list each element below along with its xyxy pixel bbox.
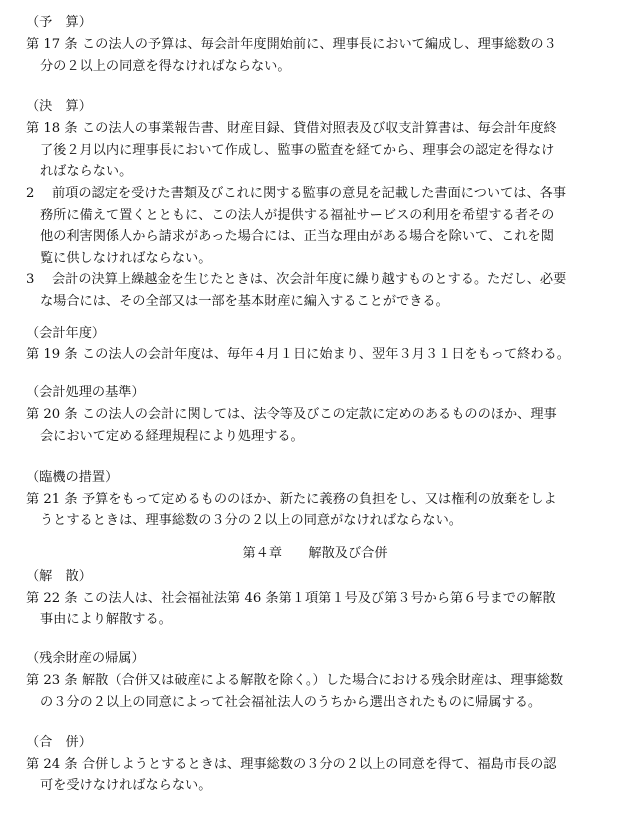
- section-heading: （解 散）: [26, 569, 92, 584]
- article-continuation: の３分の２以上の同意によって社会福祉法人のうちから選出されたものに帰属する。: [40, 695, 542, 710]
- article-number: 第 23 条: [26, 673, 78, 688]
- section-heading: （予 算）: [26, 15, 92, 30]
- article-continuation: 分の２以上の同意を得なければならない。: [40, 59, 291, 74]
- article-continuation: 了後２月以内に理事長において作成し、監事の監査を経てから、理事会の認定を得なけ: [40, 143, 555, 158]
- section-heading: （残余財産の帰属）: [26, 651, 145, 666]
- article-continuation: 事由により解散する。: [40, 612, 172, 627]
- article-line: 第 17 条 この法人の予算は、毎会計年度開始前に、理事長において編成し、理事総数の３: [26, 37, 557, 52]
- section-heading: （決 算）: [26, 99, 92, 114]
- article-number: 第 17 条: [26, 37, 78, 52]
- paragraph-line: 2 前項の認定を受けた書類及びこれに関する監事の意見を記載した書面については、各事: [26, 186, 567, 201]
- section-heading: （臨機の措置）: [26, 470, 119, 485]
- paragraph-continuation: 務所に備えて置くとともに、この法人が提供する福祉サービスの利用を希望する者その: [40, 208, 555, 223]
- article-number: 第 19 条: [26, 347, 78, 362]
- article-continuation: 会において定める経理規程により処理する。: [40, 429, 304, 444]
- article-number: 第 20 条: [26, 407, 78, 422]
- section-heading: （合 併）: [26, 735, 92, 750]
- article-continuation: ればならない。: [40, 164, 133, 179]
- paragraph-continuation: 覧に供しなければならない。: [40, 251, 212, 266]
- article-line: 第 22 条 この法人は、社会福祉法第 46 条第１項第１号及び第３号から第６号までの解散: [26, 591, 556, 606]
- section-heading: （会計処理の基準）: [26, 385, 145, 400]
- article-line: 第 23 条 解散（合併又は破産による解散を除く。）した場合における残余財産は、理事総数: [26, 673, 564, 688]
- article-number: 第 24 条: [26, 757, 78, 772]
- section-heading: （会計年度）: [26, 326, 106, 341]
- article-line: 第 24 条 合併しようとするときは、理事総数の３分の２以上の同意を得て、福島市長の認: [26, 757, 557, 772]
- article-number: 第 21 条: [26, 492, 78, 507]
- paragraph-continuation: な場合には、その全部又は一部を基本財産に編入することができる。: [40, 294, 449, 309]
- paragraph-continuation: 他の利害関係人から請求があった場合には、正当な理由がある場合を除いて、これを閲: [40, 229, 554, 244]
- article-line: 第 20 条 この法人の会計に関しては、法令等及びこの定款に定めのあるもののほか、理事: [26, 407, 557, 422]
- article-number: 第 18 条: [26, 121, 78, 136]
- chapter-title: 第４章 解散及び合併: [242, 546, 388, 561]
- article-line: 第 18 条 この法人の事業報告書、財産目録、貸借対照表及び収支計算書は、毎会計年度終: [26, 121, 557, 136]
- article-continuation: 可を受けなければならない。: [40, 778, 212, 793]
- paragraph-number: 3: [26, 272, 35, 287]
- article-line: 第 21 条 予算をもって定めるもののほか、新たに義務の負担をし、又は権利の放棄をしよ: [26, 492, 557, 507]
- article-number: 第 22 条: [26, 591, 78, 606]
- paragraph-line: 3 会計の決算上繰越金を生じたときは、次会計年度に繰り越すものとする。ただし、必要: [26, 272, 567, 287]
- paragraph-number: 2: [26, 186, 35, 201]
- article-continuation: うとするときは、理事総数の３分の２以上の同意がなければならない。: [40, 513, 462, 528]
- article-line: 第 19 条 この法人の会計年度は、毎年４月１日に始まり、翌年３月３１日をもって終わる。: [26, 347, 570, 362]
